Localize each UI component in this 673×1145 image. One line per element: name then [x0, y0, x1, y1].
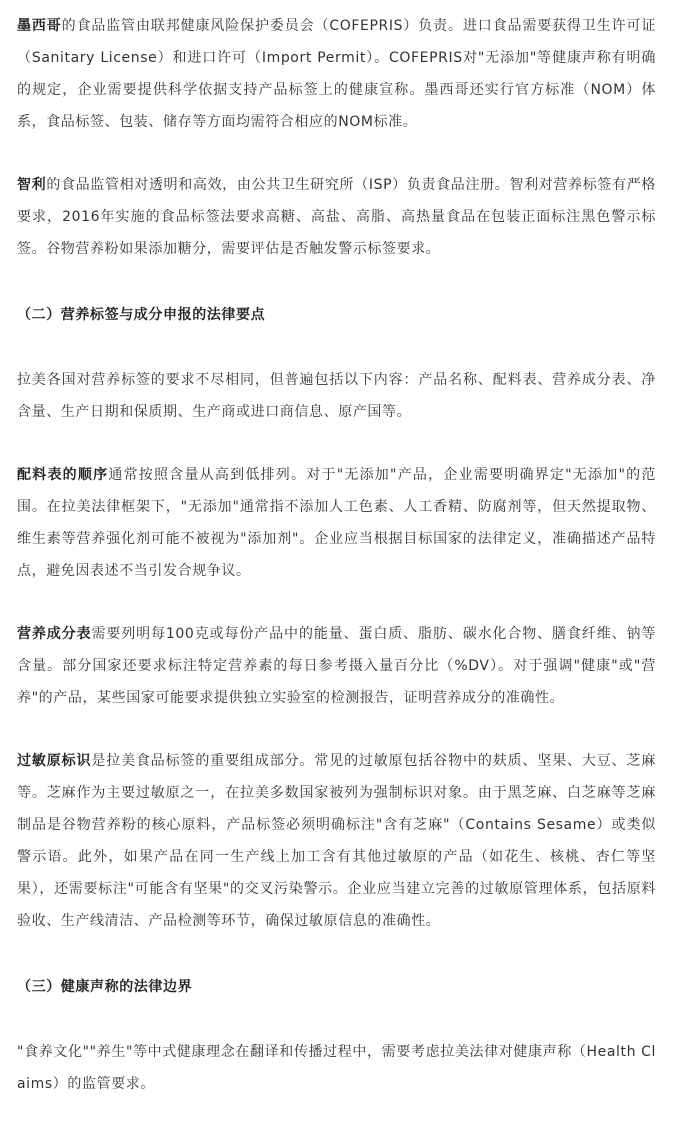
paragraph-lead: 墨西哥	[17, 18, 62, 34]
paragraph-nutrition-facts	[17, 618, 656, 714]
paragraph-text: 的食品监管由联邦健康风险保护委员会（COFEPRIS）负责。进口食品需要获得卫生许可证（Sanitary License）和进口许可（Import Permit）。COFEPRIS对"无添加"等健康声称有明确的规定，企业需要提供科学依据支持产品标签上的健康宣称。墨西哥还实行官方标准（NOM）体系，食品标签、包装、储存等方面均需符合相应的NOM标准。	[17, 18, 656, 130]
paragraph-text: "食养文化""养生"等中式健康理念在翻译和传播过程中，需要考虑拉美法律对健康声称（Health Claims）的监管要求。	[17, 1044, 656, 1092]
section-heading-nutrition-labels: （二）营养标签与成分申报的法律要点	[17, 307, 266, 323]
paragraph-text: 通常按照含量从高到低排列。对于"无添加"产品，企业需要明确界定"无添加"的范围。在拉美法律框架下，"无添加"通常指不添加人工色素、人工香精、防腐剂等，但天然提取物、维生素等营养强化剂可能不被视为"添加剂"。企业应当根据目标国家的法律定义，准确描述产品特点，避免因表述不当引发合规争议。	[17, 467, 656, 579]
paragraph-text: 需要列明每100克或每份产品中的能量、蛋白质、脂肪、碳水化合物、膳食纤维、钠等含量。部分国家还要求标注特定营养素的每日参考摄入量百分比（%DV）。对于强调"健康"或"营养"的产品，某些国家可能要求提供独立实验室的检测报告，证明营养成分的准确性。	[17, 626, 656, 706]
paragraph-health-claims	[17, 1036, 656, 1100]
paragraph-general-requirements	[17, 364, 656, 428]
paragraph-lead: 过敏原标识	[17, 753, 92, 769]
section-heading-health-claims: （三）健康声称的法律边界	[17, 979, 193, 995]
article-body	[0, 10, 673, 1145]
paragraph-lead: 智利	[17, 177, 47, 193]
paragraph-text: 是拉美食品标签的重要组成部分。常见的过敏原包括谷物中的麸质、坚果、大豆、芝麻等。芝麻作为主要过敏原之一，在拉美多数国家被列为强制标识对象。由于黑芝麻、白芝麻等芝麻制品是谷物营养粉的核心原料，产品标签必须明确标注"含有芝麻"（Contains Sesame）或类似警示语。此外，如果产品在同一生产线上加工含有其他过敏原的产品（如花生、核桃、杏仁等坚果），还需要标注"可能含有坚果"的交叉污染警示。企业应当建立完善的过敏原管理体系，包括原料验收、生产线清洁、产品检测等环节，确保过敏原信息的准确性。	[17, 753, 656, 929]
paragraph-text: 的食品监管相对透明和高效，由公共卫生研究所（ISP）负责食品注册。智利对营养标签有严格要求，2016年实施的食品标签法要求高糖、高盐、高脂、高热量食品在包装正面标注黑色警示标签。谷物营养粉如果添加糖分，需要评估是否触发警示标签要求。	[17, 177, 656, 257]
paragraph-ingredients	[17, 459, 656, 587]
paragraph-allergen	[17, 745, 656, 937]
paragraph-lead: 配料表的顺序	[17, 467, 109, 483]
paragraph-chile	[17, 169, 656, 265]
paragraph-lead: 营养成分表	[17, 626, 92, 642]
paragraph-mexico	[17, 10, 656, 138]
paragraph-text: 拉美各国对营养标签的要求不尽相同，但普遍包括以下内容：产品名称、配料表、营养成分表、净含量、生产日期和保质期、生产商或进口商信息、原产国等。	[17, 372, 656, 420]
